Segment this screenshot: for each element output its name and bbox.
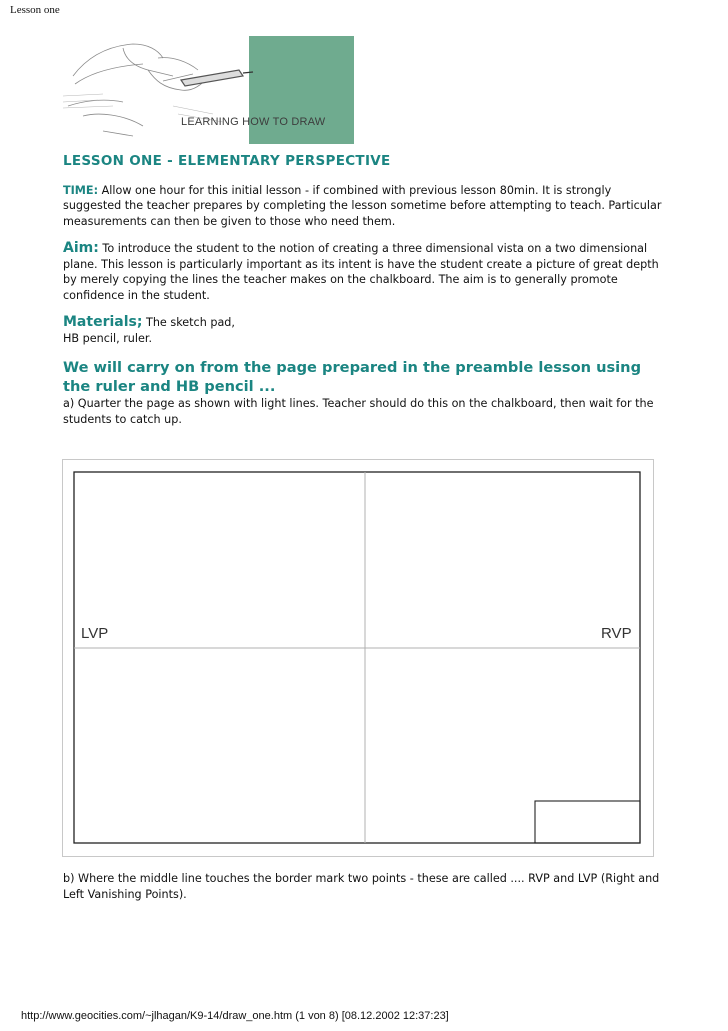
page-header: Lesson one (10, 4, 60, 16)
page-footer: http://www.geocities.com/~jlhagan/K9-14/draw_one.htm (1 von 8) [08.12.2002 12:37:23] (21, 1010, 449, 1022)
step-a-text: a) Quarter the page as shown with light lines. Teacher should do this on the chalkboard, then wait for the students to catch up. (63, 397, 654, 426)
lesson-title: LESSON ONE - ELEMENTARY PERSPECTIVE (63, 153, 391, 169)
banner-image (63, 36, 354, 144)
materials-text-1: The sketch pad, (142, 316, 235, 329)
lvp-label: LVP (81, 625, 109, 642)
time-paragraph (63, 183, 663, 230)
time-text: Allow one hour for this initial lesson - if combined with previous lesson 80min. It is strongly suggested the teacher prepares by completing the lesson sometime before attempting to teach. Particular measurements can then be given to those who need them. (63, 183, 662, 228)
page-border (74, 472, 640, 843)
materials-text-2: HB pencil, ruler. (63, 331, 153, 345)
quartered-page-diagram (62, 459, 654, 857)
name-box (535, 801, 640, 843)
aim-paragraph (63, 241, 663, 303)
aim-label: Aim: (63, 240, 99, 256)
materials-label: Materials; (63, 314, 143, 330)
carry-on-heading: We will carry on from the page prepared in the preamble lesson using the ruler and HB pencil ... (63, 359, 642, 395)
materials-paragraph (63, 315, 663, 346)
diagram-lines (63, 460, 653, 856)
rvp-label: RVP (601, 625, 632, 642)
aim-text: To introduce the student to the notion of creating a three dimensional vista on a two dimensional plane. This lesson is particularly important as its intent is have the student create a picture of great depth by merely copying the lines the teacher makes on the chalkboard. The aim is to generally promote confidence in the student. (63, 242, 659, 302)
step-b-text: b) Where the middle line touches the border mark two points - these are called .... RVP and LVP (Right and Left Vanishing Points). (63, 872, 660, 901)
time-label: TIME: (63, 183, 99, 197)
banner-title: LEARNING HOW TO DRAW (181, 116, 326, 128)
lesson-content (63, 154, 663, 439)
